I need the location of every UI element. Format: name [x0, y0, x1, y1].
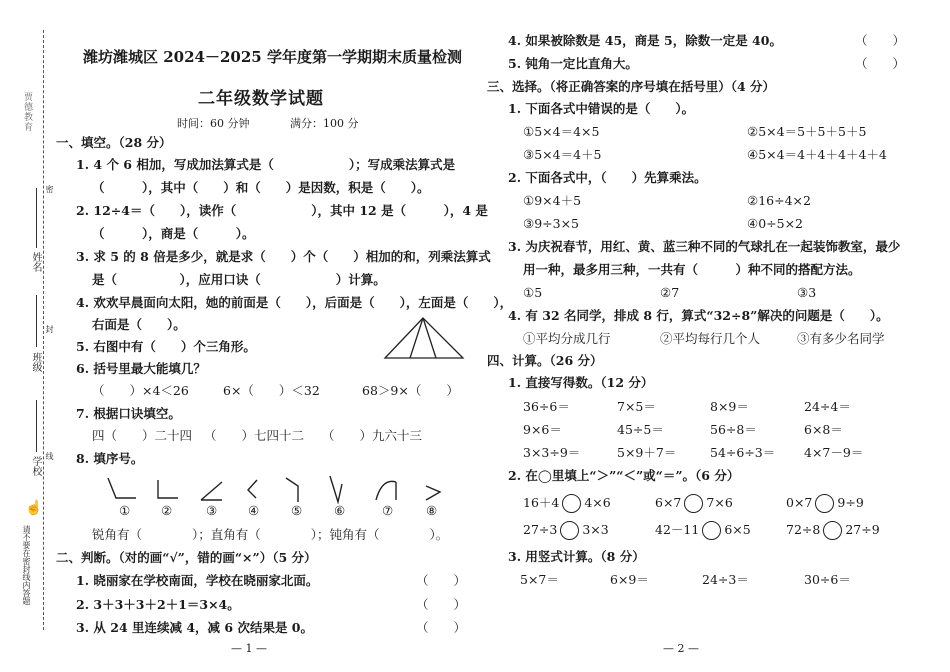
- angle-label-1: ①: [119, 503, 131, 518]
- exam-subtitle: 二年级数学试题: [198, 89, 324, 109]
- calc-r1-c3: 8×9＝: [710, 399, 749, 414]
- q2-4: 4. 如果被除数是 45，商是 5，除数一定是 40。: [508, 33, 782, 48]
- q3-3-line1: 3. 为庆祝春节，用红、黄、蓝三种不同的气球扎在一起装饰教室，最少: [508, 239, 901, 254]
- calc-r1-c2: 7×5＝: [617, 399, 656, 414]
- name-label: 姓名: [30, 252, 41, 272]
- q1-7-item-3: （ ）九六十三: [322, 428, 423, 443]
- compare-circle[interactable]: [815, 494, 834, 513]
- angle-label-5: ⑤: [291, 503, 303, 518]
- calc-r1-c4: 24÷4＝: [804, 399, 851, 414]
- q1-7-item-2: （ ）七四十二: [204, 428, 305, 443]
- compare-circle[interactable]: [560, 521, 579, 540]
- school-line: [36, 400, 37, 452]
- angle-label-8: ⑧: [426, 503, 438, 518]
- angle-5: [286, 478, 298, 502]
- q2-1: 1. 晓丽家在学校南面，学校在晓丽家北面。: [76, 573, 319, 588]
- q1-1-line2: （ ），其中（ ）和（ ）是因数，积是（ ）。: [92, 180, 430, 195]
- q3-3-opt-3: ③3: [797, 285, 817, 300]
- angle-label-2: ②: [161, 503, 173, 518]
- compare-circle[interactable]: [684, 494, 703, 513]
- q1-6: 6. 括号里最大能填几？: [76, 361, 206, 376]
- q3-3-opt-2: ②7: [660, 285, 680, 300]
- school-label: 学校: [30, 456, 41, 476]
- brand-logo: 贾德教育: [22, 92, 32, 132]
- name-line: [36, 188, 37, 248]
- q1-8: 8. 填序号。: [76, 451, 144, 466]
- seal-char-xian: 线: [45, 452, 54, 460]
- compare-r1-c1: [523, 494, 611, 513]
- q1-1-line1: 1. 4 个 6 相加，写成加法算式是（ ）；写成乘法算式是: [76, 157, 456, 172]
- q2-2-paren: （ ）: [416, 597, 467, 612]
- q1-6-item-2: 6×（ ）＜32: [223, 383, 320, 398]
- section-1-title: 一、填空。（28 分）: [56, 135, 172, 150]
- seal-notice: 请不要在密封线内答题: [22, 525, 31, 605]
- q3-4-opt-3: ③有多少名同学: [797, 331, 885, 346]
- compare-r2-c2: [655, 521, 751, 540]
- q3-3-line2: 用一种，最多用三种，一共有（ ）种不同的搭配方法。: [523, 262, 861, 277]
- compare-left: 16＋4: [523, 495, 560, 510]
- q2-3-paren: （ ）: [416, 620, 467, 635]
- q3-4-opt-1: ①平均分成几行: [523, 331, 611, 346]
- q4-1: 1. 直接写得数。（12 分）: [508, 375, 654, 390]
- compare-left: 0×7: [786, 495, 813, 510]
- vertical-calc-3: 24÷3＝: [702, 572, 749, 587]
- hand-icon: ☝: [25, 500, 43, 516]
- binding-strip: [0, 0, 52, 672]
- q1-3-line1: 3. 求 5 的 8 倍是多少，就是求（ ）个（ ）相加的和，列乘法算式: [76, 249, 491, 264]
- q3-2-opt-3: ③9÷3×5: [523, 216, 580, 231]
- q3-3-opt-1: ①5: [523, 285, 543, 300]
- q2-4-paren: （ ）: [855, 33, 906, 48]
- calc-r2-c2: 45÷5＝: [617, 422, 664, 437]
- q1-6-item-3: 68＞9×（ ）: [362, 383, 459, 398]
- section-3-title: 三、选择。（将正确答案的序号填在括号里）（4 分）: [487, 79, 776, 94]
- calc-r2-c4: 6×8＝: [804, 422, 843, 437]
- compare-r2-c3: [786, 521, 880, 540]
- angle-8: [426, 486, 440, 500]
- q2-2: 2. 3＋3＋3＋2＋1＝3×4。: [76, 597, 240, 612]
- angle-label-6: ⑥: [334, 503, 346, 518]
- q4-2: 2. 在◯里填上“＞”“＜”或“＝”。（6 分）: [508, 468, 740, 483]
- compare-right: 6×5: [724, 522, 751, 537]
- calc-r2-c1: 9×6＝: [523, 422, 562, 437]
- exam-title: 潍坊潍城区 2024－2025 学年度第一学期期末质量检测: [83, 48, 462, 66]
- q3-1-opt-1: ①5×4＝4×5: [523, 124, 600, 139]
- q3-1-opt-4: ④5×4＝4＋4＋4＋4＋4: [747, 147, 887, 162]
- class-label: 班级: [30, 352, 41, 372]
- angle-label-3: ③: [206, 503, 218, 518]
- q3-4: 4. 有 32 名同学，排成 8 行，算式“32÷8”解决的问题是（ ）。: [508, 308, 889, 323]
- page-number-1: — 1 —: [231, 642, 267, 655]
- q1-4-line1: 4. 欢欢早晨面向太阳，她的前面是（ ），后面是（ ），左面是（ ），: [76, 295, 513, 310]
- exam-score: 满分：100 分: [290, 117, 359, 130]
- angle-3: [201, 482, 222, 500]
- q2-3: 3. 从 24 里连续减 4，减 6 次结果是 0。: [76, 620, 314, 635]
- calc-r3-c2: 5×9＋7＝: [617, 445, 677, 460]
- page-number-2: — 2 —: [663, 642, 699, 655]
- section-4-title: 四、计算。（26 分）: [487, 353, 603, 368]
- calc-r3-c3: 54÷6÷3＝: [710, 445, 776, 460]
- q3-1-opt-3: ③5×4＝4＋5: [523, 147, 602, 162]
- seal-char-mi: 密: [45, 185, 54, 193]
- angle-label-7: ⑦: [382, 503, 394, 518]
- compare-left: 27÷3: [523, 522, 558, 537]
- class-line: [36, 295, 37, 347]
- compare-r2-c1: [523, 521, 609, 540]
- q3-4-opt-2: ②平均每行几个人: [660, 331, 761, 346]
- q1-4-line2: 右面是（ ）。: [92, 317, 186, 332]
- q1-2-line1: 2. 12÷4＝（ ），读作（ ），其中 12 是（ ），4 是: [76, 203, 488, 218]
- q2-1-paren: （ ）: [416, 573, 467, 588]
- q1-3-line2: 是（ ），应用口诀（ ）计算。: [92, 272, 386, 287]
- q3-2-opt-1: ①9×4＋5: [523, 193, 582, 208]
- section-2-title: 二、判断。（对的画“√”，错的画“×”）（5 分）: [56, 550, 317, 565]
- exam-time: 时间：60 分钟: [177, 117, 250, 130]
- compare-circle[interactable]: [702, 521, 721, 540]
- angle-2: [158, 480, 178, 498]
- compare-right: 3×3: [582, 522, 609, 537]
- q3-1: 1. 下面各式中错误的是（ ）。: [508, 101, 695, 116]
- compare-r1-c2: [655, 494, 733, 513]
- compare-right: 4×6: [584, 495, 611, 510]
- angle-1: [108, 478, 136, 498]
- calc-r3-c1: 3×3÷9＝: [523, 445, 581, 460]
- calc-r2-c3: 56÷8＝: [710, 422, 757, 437]
- q1-8-answer: 锐角有（ ）；直角有（ ）；钝角有（ ）。: [92, 527, 449, 542]
- q1-5: 5. 右图中有（ ）个三角形。: [76, 339, 256, 354]
- compare-left: 6×7: [655, 495, 682, 510]
- calc-r3-c4: 4×7－9＝: [804, 445, 864, 460]
- q1-7: 7. 根据口诀填空。: [76, 406, 181, 421]
- vertical-calc-4: 30÷6＝: [804, 572, 851, 587]
- q1-7-item-1: 四（ ）二十四: [92, 428, 193, 443]
- angle-6: [330, 476, 342, 502]
- compare-circle[interactable]: [562, 494, 581, 513]
- compare-right: 27÷9: [845, 522, 880, 537]
- q3-1-opt-2: ②5×4＝5＋5＋5＋5: [747, 124, 867, 139]
- compare-left: 42－11: [655, 522, 700, 537]
- angle-4: [248, 480, 257, 498]
- compare-circle[interactable]: [823, 521, 842, 540]
- q3-2: 2. 下面各式中，（ ）先算乘法。: [508, 170, 707, 185]
- q1-2-line2: （ ），商是（ ）。: [92, 226, 255, 241]
- q2-5: 5. 钝角一定比直角大。: [508, 56, 638, 71]
- vertical-calc-1: 5×7＝: [520, 572, 559, 587]
- compare-right: 7×6: [706, 495, 733, 510]
- calc-r1-c1: 36÷6＝: [523, 399, 570, 414]
- q1-6-item-1: （ ）×4＜26: [92, 383, 189, 398]
- q3-2-opt-2: ②16÷4×2: [747, 193, 811, 208]
- angle-7: [376, 481, 396, 500]
- vertical-calc-2: 6×9＝: [610, 572, 649, 587]
- q2-5-paren: （ ）: [855, 56, 906, 71]
- angles-figure: [100, 474, 450, 504]
- q3-2-opt-4: ④0÷5×2: [747, 216, 804, 231]
- q4-3: 3. 用竖式计算。（8 分）: [508, 549, 645, 564]
- angle-label-4: ④: [248, 503, 260, 518]
- compare-left: 72÷8: [786, 522, 821, 537]
- compare-right: 9÷9: [837, 495, 864, 510]
- compare-r1-c3: [786, 494, 864, 513]
- triangle-figure: [383, 316, 465, 362]
- seal-char-feng: 封: [45, 325, 54, 333]
